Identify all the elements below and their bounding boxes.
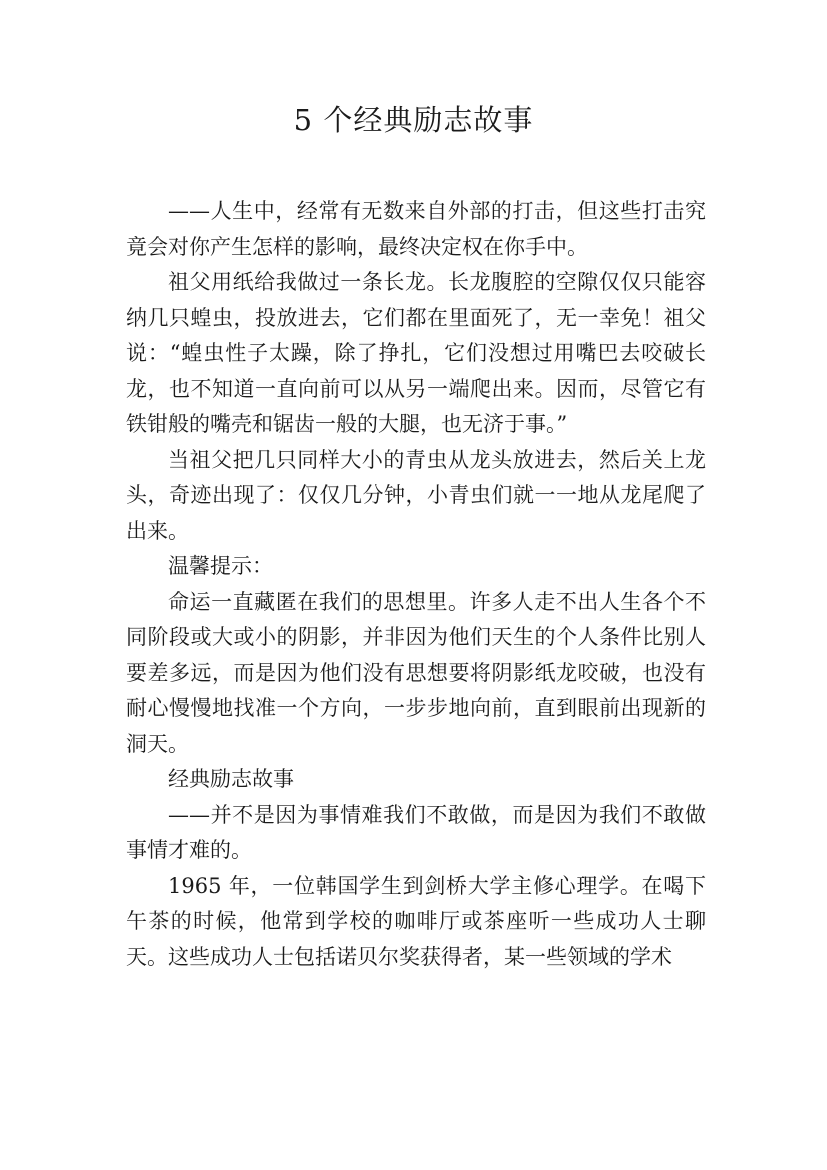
paragraph: 命运一直藏匿在我们的思想里。许多人走不出人生各个不同阶段或大或小的阴影，并非因为他们天生的个人条件比别人要差多远，而是因为他们没有思想要将阴影纸龙咬破，也没有耐心慢慢地找准一个方向，一步步地向前，直到眼前出现新的洞天。 bbox=[126, 589, 706, 756]
paragraph: 祖父用纸给我做过一条长龙。长龙腹腔的空隙仅仅只能容纳几只蝗虫，投放进去，它们都在里面死了，无一幸免！祖父说：“蝗虫性子太躁，除了挣扎，它们没想过用嘴巴去咬破长龙，也不知道一直向前可以从另一端爬出来。因而，尽管它有铁钳般的嘴壳和锯齿一般的大腿，也无济于事。” bbox=[126, 270, 706, 436]
paragraph: 经典励志故事 bbox=[168, 767, 294, 791]
document-title: 5 个经典励志故事 bbox=[293, 103, 534, 137]
paragraph: 温馨提示： bbox=[168, 554, 273, 578]
document-body bbox=[126, 194, 706, 975]
paragraph: 当祖父把几只同样大小的青虫从龙头放进去，然后关上龙头，奇迹出现了：仅仅几分钟，小青虫们就一一地从龙尾爬了出来。 bbox=[126, 447, 706, 543]
paragraph: 1965 年，一位韩国学生到剑桥大学主修心理学。在喝下午茶的时候，他常到学校的咖啡厅或茶座听一些成功人士聊天。这些成功人士包括诺贝尔奖获得者，某一些领域的学术 bbox=[126, 873, 706, 969]
paragraph: ——并不是因为事情难我们不敢做，而是因为我们不敢做事情才难的。 bbox=[126, 802, 706, 862]
paragraph: ——人生中，经常有无数来自外部的打击，但这些打击究竟会对你产生怎样的影响，最终决定权在你手中。 bbox=[126, 199, 706, 259]
